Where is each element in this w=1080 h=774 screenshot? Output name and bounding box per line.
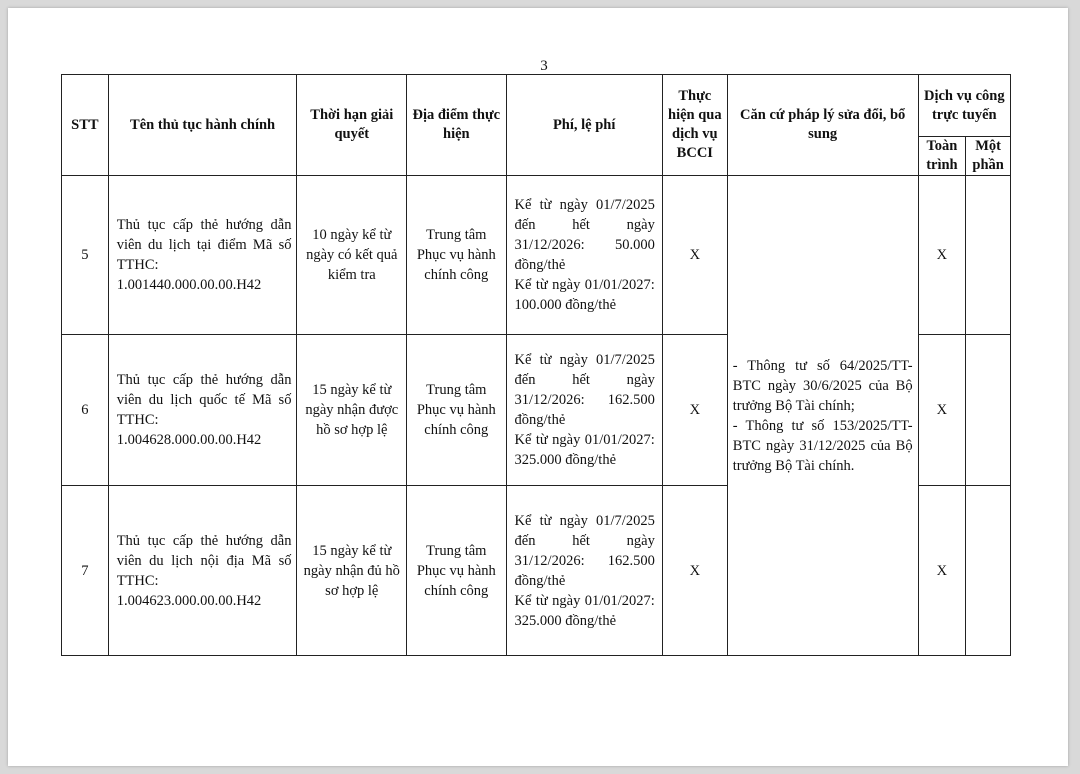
fee-line: Kể từ ngày 01/7/2025 đến hết ngày 31/12/2026: 162.500 đồng/thẻ (514, 352, 655, 428)
cell-online-partial (966, 176, 1011, 335)
cell-stt: 7 (62, 486, 109, 656)
cell-bcci: X (662, 335, 727, 486)
legal-item: - Thông tư số 64/2025/TT-BTC ngày 30/6/2025 của Bộ trưởng Bộ Tài chính; (732, 357, 913, 414)
header-stt: STT (62, 75, 109, 176)
cell-stt: 6 (62, 335, 109, 486)
header-place: Địa điểm thực hiện (407, 75, 506, 176)
header-legal: Căn cứ pháp lý sửa đổi, bổ sung (727, 75, 918, 176)
header-fee: Phí, lệ phí (506, 75, 662, 176)
legal-item: - Thông tư số 153/2025/TT-BTC ngày 31/12/2025 của Bộ trưởng Bộ Tài chính. (732, 417, 913, 474)
cell-name: Thủ tục cấp thẻ hướng dẫn viên du lịch nội địa Mã số TTHC: 1.004623.000.00.00.H42 (108, 486, 297, 656)
cell-bcci: X (662, 486, 727, 656)
header-online-full: Toàn trình (918, 137, 966, 176)
cell-time: 15 ngày kể từ ngày nhận được hồ sơ hợp lệ (297, 335, 407, 486)
cell-place: Trung tâm Phục vụ hành chính công (407, 176, 506, 335)
procedure-table (61, 74, 1011, 656)
cell-fee (506, 335, 662, 486)
header-name: Tên thủ tục hành chính (108, 75, 297, 176)
page-number: 3 (540, 58, 548, 74)
cell-place: Trung tâm Phục vụ hành chính công (407, 335, 506, 486)
fee-line: Kể từ ngày 01/01/2027: 100.000 đồng/thẻ (514, 277, 655, 313)
cell-time: 15 ngày kể từ ngày nhận đủ hồ sơ hợp lệ (297, 486, 407, 656)
cell-time: 10 ngày kể từ ngày có kết quả kiểm tra (297, 176, 407, 335)
header-online: Dịch vụ công trực tuyến (918, 75, 1010, 137)
header-online-partial: Một phần (966, 137, 1011, 176)
fee-line: Kể từ ngày 01/01/2027: 325.000 đồng/thẻ (514, 432, 655, 468)
cell-online-partial (966, 335, 1011, 486)
header-time: Thời hạn giải quyết (297, 75, 407, 176)
cell-online-full: X (918, 335, 966, 486)
cell-name: Thủ tục cấp thẻ hướng dẫn viên du lịch quốc tế Mã số TTHC: 1.004628.000.00.00.H42 (108, 335, 297, 486)
cell-online-full: X (918, 486, 966, 656)
header-row (62, 75, 1011, 137)
fee-line: Kể từ ngày 01/7/2025 đến hết ngày 31/12/2026: 162.500 đồng/thẻ (514, 512, 655, 589)
cell-name: Thủ tục cấp thẻ hướng dẫn viên du lịch tại điểm Mã số TTHC: 1.001440.000.00.00.H42 (108, 176, 297, 335)
cell-online-partial (966, 486, 1011, 656)
cell-fee (506, 176, 662, 335)
header-bcci: Thực hiện qua dịch vụ BCCI (662, 75, 727, 176)
cell-place: Trung tâm Phục vụ hành chính công (407, 486, 506, 656)
cell-online-full: X (918, 176, 966, 335)
cell-stt: 5 (62, 176, 109, 335)
fee-line: Kể từ ngày 01/01/2027: 325.000 đồng/thẻ (514, 592, 655, 629)
fee-line: Kể từ ngày 01/7/2025 đến hết ngày 31/12/2026: 50.000 đồng/thẻ (514, 197, 655, 273)
cell-fee (506, 486, 662, 656)
cell-legal-basis (727, 176, 918, 656)
cell-bcci: X (662, 176, 727, 335)
table-row (62, 176, 1011, 335)
